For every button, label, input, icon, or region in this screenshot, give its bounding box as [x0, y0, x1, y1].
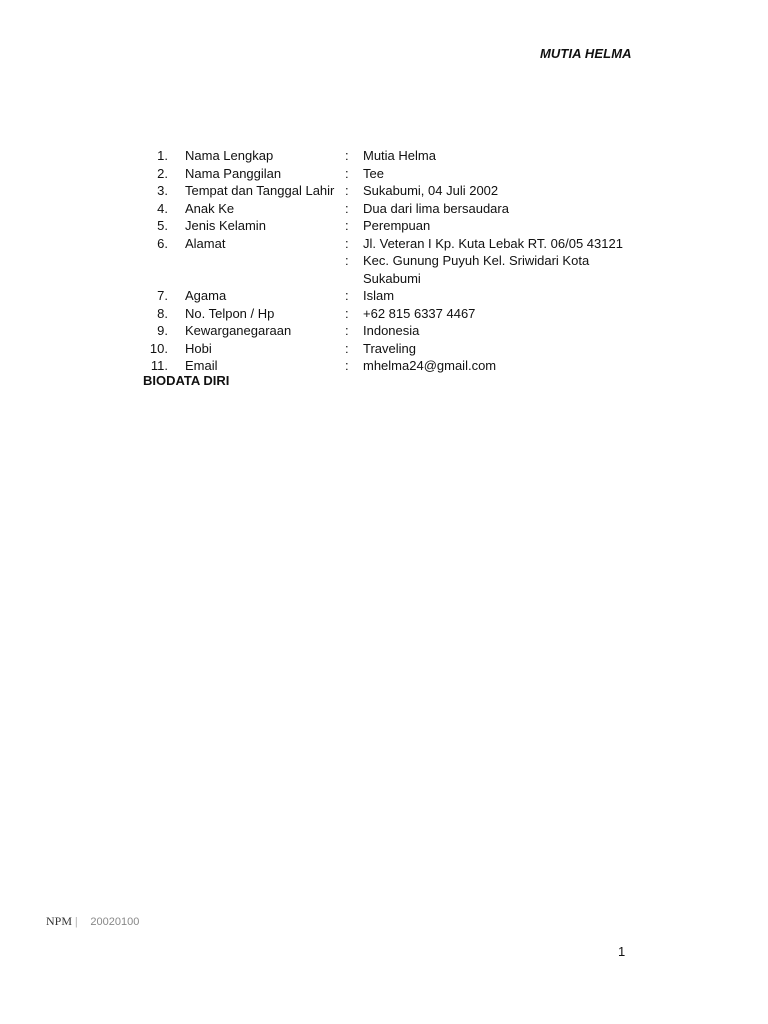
row-label: No. Telpon / Hp [185, 305, 275, 321]
row-colon: : [345, 218, 349, 233]
row-value: Dua dari lima bersaudara [363, 200, 509, 216]
row-label: Anak Ke [185, 200, 235, 216]
biodata-row [140, 235, 623, 253]
biodata-row-continuation [140, 252, 620, 287]
biodata-row [140, 340, 620, 358]
row-number: 8. [157, 305, 168, 321]
row-colon: : [345, 340, 349, 356]
row-label: Nama Panggilan [185, 165, 282, 181]
row-colon: : [345, 253, 349, 268]
npm-label: NPM [46, 914, 73, 928]
row-colon: : [345, 183, 349, 198]
row-label [185, 252, 345, 287]
row-value: Kec. Gunung Puyuh Kel. Sriwidari Kota Sukabumi [363, 253, 590, 286]
row-colon: : [345, 288, 349, 303]
row-number: 6. [157, 235, 168, 251]
row-number: 7. [157, 288, 168, 303]
row-label: Kewarganegaraan [185, 323, 292, 338]
biodata-table [140, 147, 623, 375]
biodata-row [140, 357, 620, 375]
row-number: 2. [157, 165, 168, 181]
row-colon: : [345, 165, 349, 181]
row-value: Indonesia [363, 323, 420, 338]
row-colon: : [345, 200, 349, 216]
row-label: Tempat dan Tanggal Lahir [185, 183, 335, 198]
biodata-row [140, 305, 620, 323]
row-value: +62 815 6337 4467 [363, 305, 476, 321]
header-name: MUTIA HELMA [540, 46, 632, 61]
row-value: Tee [363, 165, 384, 181]
row-colon: : [345, 148, 349, 163]
row-colon: : [345, 305, 349, 321]
biodata-heading: BIODATA DIRI [143, 373, 230, 388]
row-colon: : [345, 358, 349, 373]
row-number: 11. [150, 358, 168, 373]
row-value: Perempuan [363, 218, 431, 233]
row-value: Mutia Helma [363, 148, 436, 163]
row-label: Nama Lengkap [185, 148, 274, 163]
row-number: 3. [157, 183, 168, 198]
npm-value: 20020100 [90, 916, 140, 928]
row-value: Islam [363, 288, 395, 303]
row-label: Jenis Kelamin [185, 218, 266, 233]
row-value: Traveling [363, 340, 416, 356]
biodata-row [140, 182, 620, 200]
row-label: Agama [185, 288, 227, 303]
row-value: mhelma24@gmail.com [363, 358, 497, 373]
row-number: 4. [157, 200, 168, 216]
npm-separator: | [75, 914, 78, 928]
biodata-row [140, 200, 620, 218]
row-value: Jl. Veteran I Kp. Kuta Lebak RT. 06/05 43121 [363, 235, 623, 251]
biodata-row [140, 147, 620, 165]
biodata-row [140, 322, 620, 340]
row-number: 5. [157, 218, 168, 233]
biodata-row [140, 217, 620, 235]
biodata-row [140, 287, 620, 305]
row-number: 10. [149, 340, 168, 356]
row-label: Email [185, 358, 218, 373]
footer-npm [46, 914, 139, 929]
row-label: Hobi [185, 340, 212, 356]
row-label: Alamat [185, 235, 226, 251]
row-number [140, 252, 168, 287]
row-colon: : [345, 323, 349, 338]
page-number: 1 [618, 944, 626, 959]
row-colon: : [345, 235, 349, 251]
row-value: Sukabumi, 04 Juli 2002 [363, 183, 499, 198]
row-number: 9. [157, 323, 168, 338]
biodata-row [140, 165, 620, 183]
row-number: 1. [157, 148, 168, 163]
